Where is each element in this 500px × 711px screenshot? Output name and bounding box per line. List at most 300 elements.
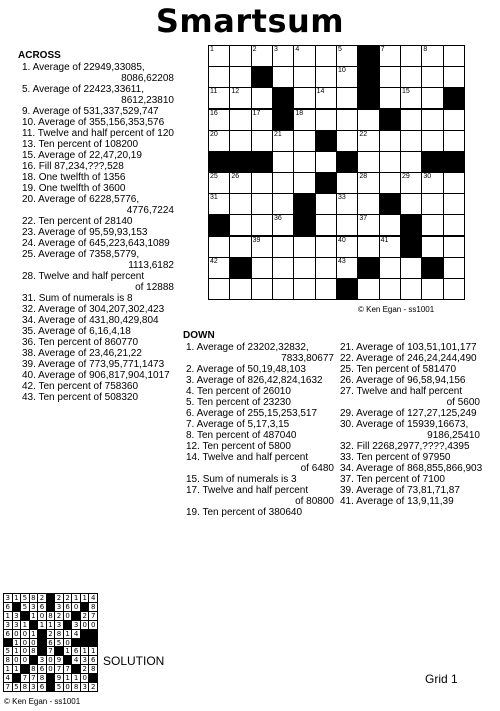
grid-cell[interactable]: [400, 109, 422, 131]
cell-number: 42: [210, 257, 218, 265]
solution-cell: 6: [37, 682, 47, 692]
grid-cell[interactable]: [208, 45, 230, 67]
grid-cell[interactable]: [357, 193, 379, 215]
clue-down-left-3: [186, 386, 334, 397]
solution-cell: 1: [3, 611, 13, 621]
grid-cell[interactable]: [421, 193, 443, 215]
across-heading: ACROSS: [18, 50, 61, 61]
grid-cell[interactable]: [421, 87, 443, 109]
grid-cell[interactable]: [293, 45, 315, 67]
clue-across-12: [22, 227, 174, 238]
solution-cell: 0: [29, 638, 39, 648]
clue-text: Average of 127,27,125,249: [356, 408, 477, 419]
grid-cell[interactable]: [272, 214, 294, 236]
crossword-grid: [208, 45, 464, 299]
grid-cell[interactable]: [293, 278, 315, 300]
clue-across-0: [22, 62, 174, 84]
grid-cell[interactable]: [400, 172, 422, 194]
solution-cell: 5: [20, 602, 30, 612]
grid-cell[interactable]: [272, 45, 294, 67]
clue-across-3: [22, 117, 174, 128]
grid-cell[interactable]: [208, 257, 230, 279]
clue-text: One twelfth of 1356: [38, 172, 126, 183]
grid-cell[interactable]: [229, 214, 251, 236]
solution-cell: 2: [88, 682, 98, 692]
solution-cell: 1: [71, 673, 81, 683]
grid-cell[interactable]: [315, 87, 337, 109]
clue-down-left-9: [186, 452, 334, 474]
solution-cell: 6: [3, 629, 13, 639]
solution-cell: 2: [37, 593, 47, 603]
solution-cell: 0: [63, 638, 73, 648]
solution-cell: 8: [37, 673, 47, 683]
clue-number: 23.: [22, 227, 39, 238]
clue-text: Average of 5,17,3,15: [196, 419, 290, 430]
clue-down-right-0: [340, 342, 480, 353]
grid-cell[interactable]: [400, 45, 422, 67]
clue-down-left-11: [186, 485, 334, 507]
clue-across-11: [22, 216, 174, 227]
grid-cell[interactable]: [443, 45, 465, 67]
grid-block: [379, 193, 401, 215]
grid-block: [357, 257, 379, 279]
clue-number: 14.: [186, 452, 203, 463]
clue-number: 31.: [22, 293, 39, 304]
solution-cell: 5: [12, 682, 22, 692]
grid-cell[interactable]: [315, 278, 337, 300]
grid-cell[interactable]: [293, 236, 315, 258]
solution-cell: 1: [88, 646, 98, 656]
solution-cell: 7: [46, 646, 56, 656]
clue-number: 36.: [22, 337, 39, 348]
clue-number: 29.: [340, 408, 357, 419]
grid-cell[interactable]: [208, 278, 230, 300]
grid-cell[interactable]: [251, 130, 273, 152]
grid-cell[interactable]: [208, 172, 230, 194]
grid-block: [229, 151, 251, 173]
solution-cell: 7: [29, 673, 39, 683]
clue-across-18: [22, 315, 174, 326]
clue-text: Average of 868,855,866,903: [356, 463, 483, 474]
grid-cell[interactable]: [357, 278, 379, 300]
clue-down-left-12: [186, 507, 334, 518]
clue-down-right-8: [340, 452, 480, 463]
solution-cell: 0: [88, 620, 98, 630]
solution-cell: 6: [63, 602, 73, 612]
grid-cell[interactable]: [443, 193, 465, 215]
grid-block: [315, 172, 337, 194]
grid-cell[interactable]: [251, 87, 273, 109]
clue-down-right-9: [340, 463, 483, 474]
clue-across-5: [22, 139, 174, 150]
grid-cell[interactable]: [208, 193, 230, 215]
cell-number: 26: [231, 173, 240, 180]
grid-cell[interactable]: [229, 172, 251, 194]
grid-cell[interactable]: [251, 172, 273, 194]
clue-number: 12.: [186, 441, 203, 452]
clue-text: Ten percent of 108200: [38, 139, 139, 150]
solution-cell: 8: [3, 655, 13, 665]
clue-number: 15.: [186, 474, 203, 485]
solution-cell: 1: [29, 611, 39, 621]
solution-cell: 8: [88, 602, 98, 612]
solution-cell: 0: [63, 611, 73, 621]
grid-cell[interactable]: [379, 278, 401, 300]
clue-text: Twelve and half percent: [38, 271, 145, 282]
grid-cell[interactable]: [400, 151, 422, 173]
solution-cell: 4: [71, 655, 81, 665]
solution-cell: 1: [12, 664, 22, 674]
grid-cell[interactable]: [400, 87, 422, 109]
clue-number: 11.: [22, 128, 38, 139]
clue-number: 22.: [340, 353, 357, 364]
grid-cell[interactable]: [379, 66, 401, 88]
grid-cell[interactable]: [421, 236, 443, 258]
clue-number: 13.: [22, 139, 39, 150]
cell-number: 36: [274, 215, 282, 223]
clue-text-continued: 8086,62208: [121, 73, 174, 84]
clue-number: 37.: [340, 474, 357, 485]
grid-cell[interactable]: [251, 236, 273, 258]
grid-cell[interactable]: [208, 109, 230, 131]
grid-cell[interactable]: [272, 151, 294, 173]
clue-across-1: [22, 84, 174, 106]
grid-cell[interactable]: [229, 278, 251, 300]
grid-cell[interactable]: [379, 130, 401, 152]
clue-text: Ten percent of 26010: [196, 386, 291, 397]
grid-block: [251, 151, 273, 173]
grid-cell[interactable]: [336, 87, 358, 109]
cell-number: 16: [210, 109, 218, 117]
cell-number: 29: [402, 173, 410, 180]
solution-cell: 8: [88, 664, 98, 674]
clue-number: 16.: [22, 161, 39, 172]
grid-cell[interactable]: [293, 66, 315, 88]
clue-number: 32.: [22, 304, 39, 315]
clue-number: 18.: [22, 172, 39, 183]
clue-text-continued: of 80800: [295, 496, 334, 507]
grid-cell[interactable]: [443, 278, 465, 300]
clue-text: Average of 826,42,824,1632: [196, 375, 323, 386]
clue-text-continued: of 12888: [135, 282, 174, 293]
grid-cell[interactable]: [421, 66, 443, 88]
clue-number: 33.: [340, 452, 357, 463]
cell-number: 10: [338, 67, 346, 75]
grid-name: Grid 1: [425, 672, 458, 686]
grid-cell[interactable]: [293, 87, 315, 109]
grid-cell[interactable]: [336, 109, 358, 131]
grid-cell[interactable]: [336, 214, 358, 236]
clue-text: Fill 87,234,???,528: [38, 161, 124, 172]
solution-cell: 0: [80, 620, 90, 630]
grid-cell[interactable]: [229, 45, 251, 67]
grid-cell[interactable]: [336, 66, 358, 88]
clue-text: Average of 22,47,20,19: [38, 150, 142, 161]
clue-text: Ten percent of 7100: [356, 474, 445, 485]
grid-cell[interactable]: [400, 130, 422, 152]
solution-cell: 3: [12, 620, 22, 630]
solution-cell: 7: [88, 611, 98, 621]
solution-cell: 1: [3, 664, 13, 674]
grid-block: [443, 151, 465, 173]
grid-cell[interactable]: [208, 236, 230, 258]
grid-cell[interactable]: [229, 87, 251, 109]
grid-cell[interactable]: [379, 87, 401, 109]
clue-across-17: [22, 304, 174, 315]
grid-cell[interactable]: [379, 214, 401, 236]
grid-cell[interactable]: [336, 236, 358, 258]
grid-cell[interactable]: [379, 172, 401, 194]
solution-cell: 8: [54, 629, 64, 639]
grid-block: [251, 66, 273, 88]
solution-cell: 1: [29, 629, 39, 639]
grid-cell[interactable]: [336, 257, 358, 279]
grid-cell[interactable]: [400, 257, 422, 279]
grid-cell[interactable]: [251, 214, 273, 236]
solution-cell: 8: [29, 664, 39, 674]
grid-cell[interactable]: [315, 45, 337, 67]
clue-text: One twelfth of 3600: [38, 183, 126, 194]
grid-block: [272, 109, 294, 131]
grid-cell[interactable]: [421, 109, 443, 131]
grid-cell[interactable]: [272, 236, 294, 258]
grid-cell[interactable]: [293, 109, 315, 131]
cell-number: 3: [274, 46, 278, 53]
solution-cell: 1: [12, 646, 22, 656]
clue-down-right-7: [340, 441, 480, 452]
grid-block: [293, 193, 315, 215]
clue-text: Average of 22423,33611,: [32, 84, 144, 95]
grid-cell[interactable]: [315, 257, 337, 279]
grid-cell[interactable]: [229, 193, 251, 215]
clue-text: Twelve and half percent of 120: [37, 128, 174, 139]
clue-text: Average of 13,9,11,39: [356, 496, 454, 507]
clue-number: 27.: [340, 386, 357, 397]
clue-text: Ten percent of 23230: [196, 397, 291, 408]
solution-cell: 5: [20, 593, 30, 603]
grid-cell[interactable]: [251, 193, 273, 215]
clue-text: Average of 246,24,244,490: [356, 353, 477, 364]
clue-number: 15.: [22, 150, 39, 161]
grid-cell[interactable]: [293, 172, 315, 194]
grid-cell[interactable]: [336, 172, 358, 194]
clue-text: Average of 6228,5776,: [38, 194, 140, 205]
clue-number: 32.: [340, 441, 357, 452]
solution-cell: 6: [3, 602, 13, 612]
grid-cell[interactable]: [272, 172, 294, 194]
clue-text: Twelve and half percent: [202, 485, 309, 496]
grid-cell[interactable]: [293, 130, 315, 152]
clue-text-continued: of 6480: [300, 463, 334, 474]
clue-number: 42.: [22, 381, 39, 392]
clue-number: 28.: [22, 271, 39, 282]
grid-cell[interactable]: [315, 66, 337, 88]
grid-cell[interactable]: [315, 236, 337, 258]
grid-cell[interactable]: [421, 130, 443, 152]
solution-cell: 9: [54, 673, 64, 683]
clue-across-14: [22, 249, 174, 271]
solution-cell: 3: [80, 655, 90, 665]
grid-cell[interactable]: [357, 109, 379, 131]
solution-cell: 3: [12, 611, 22, 621]
clue-down-right-2: [340, 364, 480, 375]
clue-text: Average of 531,337,529,747: [32, 106, 159, 117]
grid-cell[interactable]: [293, 257, 315, 279]
grid-cell[interactable]: [208, 66, 230, 88]
clue-across-4: [22, 128, 174, 139]
grid-cell[interactable]: [421, 45, 443, 67]
cell-number: 25: [210, 173, 218, 180]
clue-text: Sum of numerals is 3: [202, 474, 297, 485]
grid-cell[interactable]: [272, 130, 294, 152]
clue-text-continued: 7833,80677: [281, 353, 334, 364]
clue-text: Average of 6,16,4,18: [38, 326, 131, 337]
grid-cell[interactable]: [229, 130, 251, 152]
solution-cell: 0: [12, 629, 22, 639]
grid-cell[interactable]: [251, 278, 273, 300]
grid-cell[interactable]: [400, 66, 422, 88]
grid-block: [336, 151, 358, 173]
grid-cell[interactable]: [443, 172, 465, 194]
grid-cell[interactable]: [293, 151, 315, 173]
grid-block: [421, 257, 443, 279]
grid-cell[interactable]: [336, 193, 358, 215]
solution-cell: 5: [3, 646, 13, 656]
cell-number: 40: [338, 236, 346, 244]
clue-number: 34.: [340, 463, 357, 474]
grid-cell[interactable]: [272, 193, 294, 215]
solution-cell: 1: [12, 638, 22, 648]
grid-cell[interactable]: [443, 214, 465, 236]
grid-cell[interactable]: [336, 130, 358, 152]
grid-block: [379, 109, 401, 131]
grid-cell[interactable]: [272, 257, 294, 279]
solution-cell: 0: [20, 638, 30, 648]
solution-cell: 1: [80, 593, 90, 603]
grid-cell[interactable]: [336, 45, 358, 67]
clue-down-left-0: [186, 342, 334, 364]
solution-cell: 4: [88, 593, 98, 603]
clue-down-left-2: [186, 375, 334, 386]
grid-cell[interactable]: [272, 278, 294, 300]
grid-cell[interactable]: [315, 109, 337, 131]
grid-cell[interactable]: [251, 109, 273, 131]
grid-copyright: © Ken Egan - ss1001: [358, 305, 435, 314]
cell-number: 7: [380, 46, 385, 53]
grid-cell[interactable]: [357, 130, 379, 152]
solution-cell: 1: [63, 646, 73, 656]
grid-cell[interactable]: [229, 66, 251, 88]
grid-block: [357, 66, 379, 88]
clue-text: Ten percent of 508320: [38, 392, 139, 403]
grid-cell[interactable]: [443, 130, 465, 152]
grid-cell[interactable]: [315, 193, 337, 215]
grid-cell[interactable]: [400, 193, 422, 215]
solution-cell: 1: [63, 629, 73, 639]
grid-cell[interactable]: [379, 151, 401, 173]
clue-text: Average of 355,156,353,576: [38, 117, 165, 128]
grid-cell[interactable]: [251, 45, 273, 67]
grid-cell[interactable]: [272, 66, 294, 88]
clue-number: 35.: [22, 326, 39, 337]
grid-cell[interactable]: [443, 66, 465, 88]
solution-cell: 7: [20, 673, 30, 683]
grid-cell[interactable]: [421, 172, 443, 194]
grid-cell[interactable]: [379, 257, 401, 279]
solution-cell: 0: [46, 655, 56, 665]
clue-number: 19.: [22, 183, 39, 194]
grid-cell[interactable]: [229, 236, 251, 258]
clue-across-24: [22, 381, 174, 392]
cell-number: 1: [210, 46, 214, 53]
grid-block: [208, 151, 230, 173]
grid-cell[interactable]: [208, 87, 230, 109]
cell-number: 17: [252, 109, 261, 117]
clue-text: Average of 431,80,429,804: [38, 315, 159, 326]
clue-text: Average of 95,59,93,153: [38, 227, 148, 238]
grid-cell[interactable]: [443, 109, 465, 131]
clue-number: 39.: [22, 359, 39, 370]
clue-across-8: [22, 172, 174, 183]
clue-down-right-6: [340, 419, 480, 441]
cell-number: 43: [338, 257, 346, 265]
solution-cell: 8: [71, 682, 81, 692]
clue-text-continued: 9186,25410: [427, 430, 480, 441]
cell-number: 33: [338, 194, 346, 202]
grid-cell[interactable]: [357, 151, 379, 173]
clue-across-25: [22, 392, 174, 403]
clue-number: 2.: [186, 364, 197, 375]
grid-cell[interactable]: [229, 109, 251, 131]
grid-block: [315, 130, 337, 152]
clue-across-15: [22, 271, 174, 293]
clue-down-left-1: [186, 364, 334, 375]
solution-cell: 3: [54, 602, 64, 612]
solution-cell: 2: [54, 593, 64, 603]
grid-cell[interactable]: [400, 278, 422, 300]
grid-cell[interactable]: [357, 214, 379, 236]
grid-cell[interactable]: [251, 257, 273, 279]
solution-cell: 3: [37, 655, 47, 665]
solution-cell: 3: [29, 682, 39, 692]
grid-cell[interactable]: [379, 236, 401, 258]
grid-cell[interactable]: [421, 278, 443, 300]
clue-number: 1.: [186, 342, 197, 353]
grid-cell[interactable]: [379, 45, 401, 67]
clue-text: Fill 2268,2977,????,4395: [356, 441, 470, 452]
clue-number: 25.: [22, 249, 39, 260]
grid-cell[interactable]: [315, 151, 337, 173]
grid-cell[interactable]: [315, 214, 337, 236]
grid-cell[interactable]: [357, 236, 379, 258]
clue-down-left-6: [186, 419, 334, 430]
solution-cell: 0: [63, 682, 73, 692]
clue-text: Average of 773,95,771,1473: [38, 359, 165, 370]
grid-cell[interactable]: [208, 130, 230, 152]
grid-cell[interactable]: [443, 236, 465, 258]
clue-number: 1.: [22, 62, 33, 73]
grid-cell[interactable]: [357, 172, 379, 194]
solution-cell: 4: [3, 673, 13, 683]
grid-cell[interactable]: [443, 257, 465, 279]
clue-text: Average of 103,51,101,177: [356, 342, 477, 353]
grid-block: [400, 236, 422, 258]
clue-across-2: [22, 106, 174, 117]
clue-down-right-5: [340, 408, 480, 419]
clue-number: 4.: [186, 386, 197, 397]
clue-text: Twelve and half percent: [202, 452, 309, 463]
grid-cell[interactable]: [421, 214, 443, 236]
